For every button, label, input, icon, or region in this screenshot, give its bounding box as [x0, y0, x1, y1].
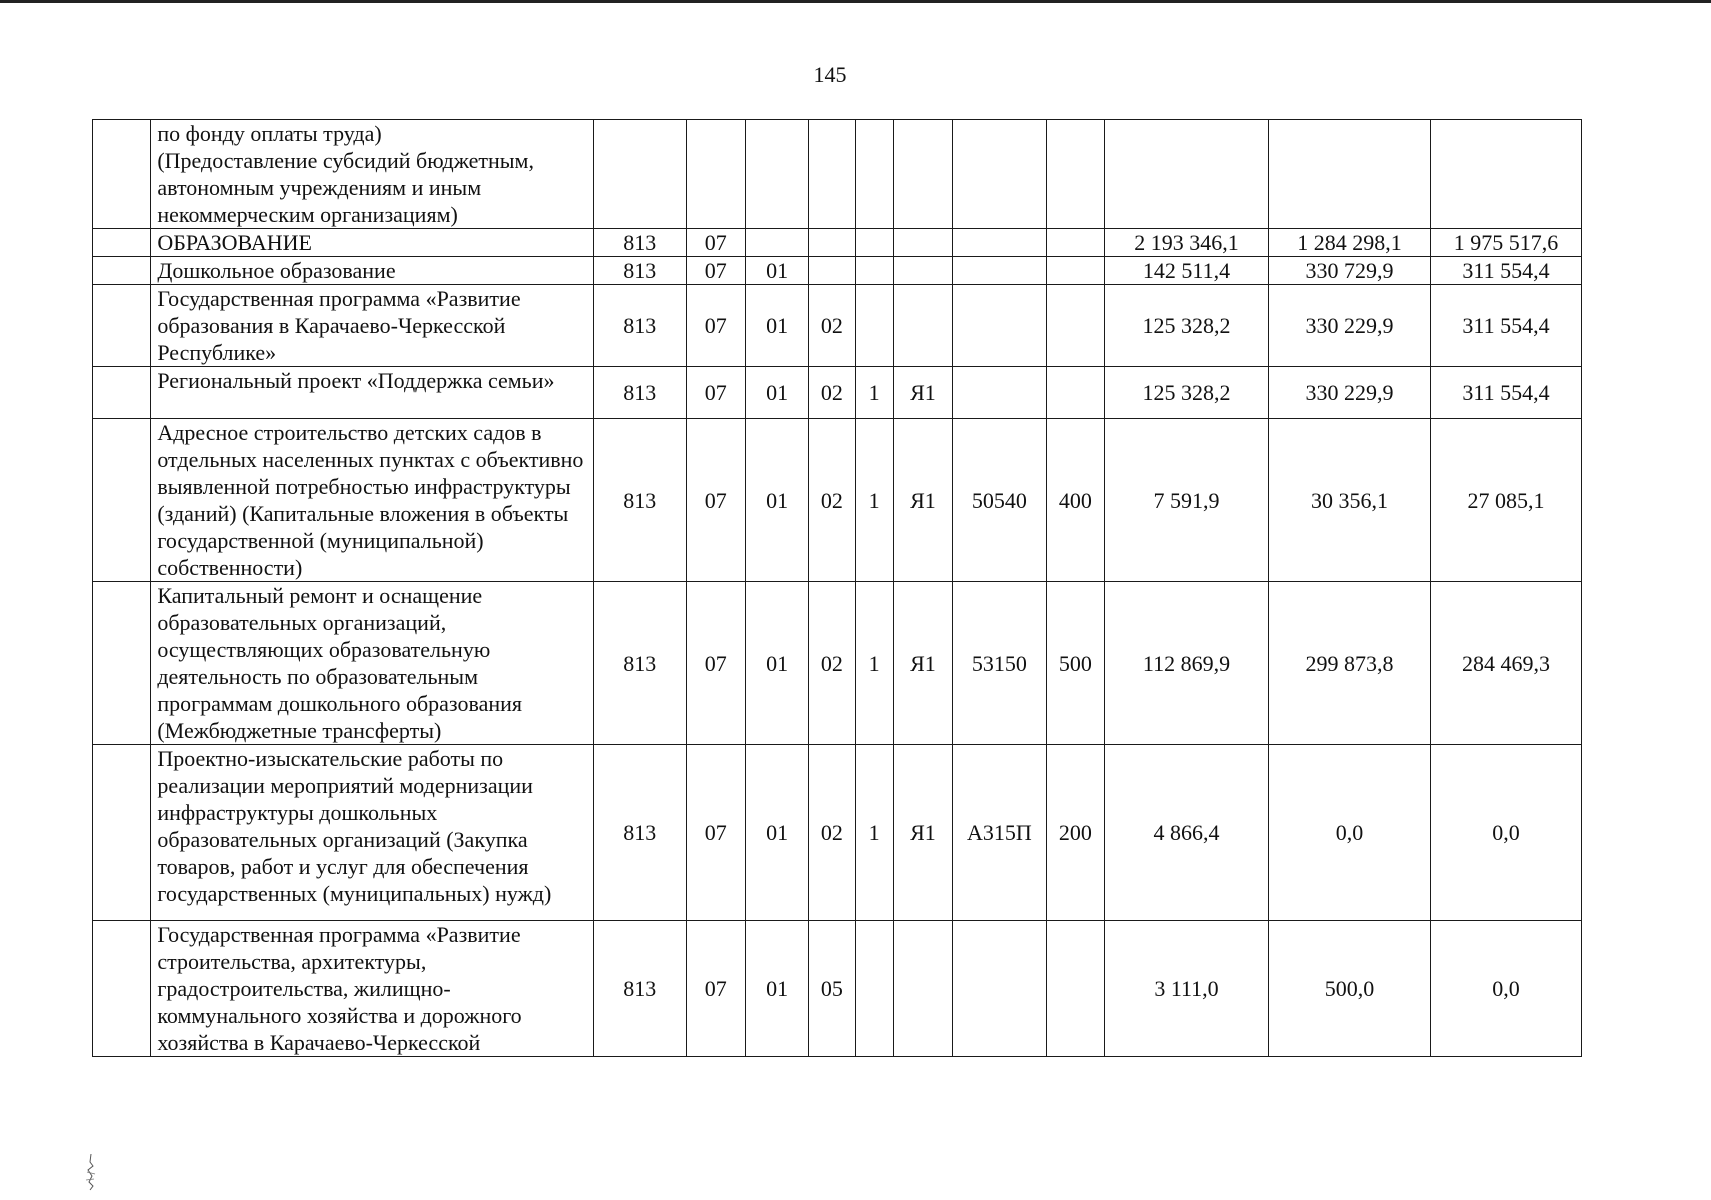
row-index-cell	[93, 120, 151, 229]
code-subsection-cell: 01	[745, 257, 808, 285]
code-program-cell: 05	[809, 921, 855, 1057]
page-top-edge	[0, 0, 1711, 3]
code-section-cell: 07	[686, 745, 745, 921]
row-name-cell: Государственная программа «Развитие строительства, архитектуры, градостроительства, жилищно-коммунального хозяйства и дорожного хозяйства в Карачаево-Черкесской	[151, 921, 594, 1057]
code-expense-type-cell: 500	[1046, 582, 1104, 745]
code-direction-cell	[953, 229, 1047, 257]
table-row	[93, 921, 1582, 1057]
code-subprogram-cell: 1	[855, 367, 893, 419]
code-direction-cell	[953, 367, 1047, 419]
value-year-1-cell: 125 328,2	[1105, 367, 1269, 419]
code-subprogram-cell: 1	[855, 745, 893, 921]
code-subsection-cell	[745, 120, 808, 229]
code-subprogram-cell	[855, 921, 893, 1057]
code-program-cell: 02	[809, 419, 855, 582]
table-row	[93, 745, 1582, 921]
row-index-cell	[93, 257, 151, 285]
table-row	[93, 120, 1582, 229]
code-project-cell: Я1	[893, 419, 952, 582]
row-index-cell	[93, 921, 151, 1057]
value-year-1-cell: 142 511,4	[1105, 257, 1269, 285]
code-subsection-cell: 01	[745, 367, 808, 419]
code-section-cell: 07	[686, 582, 745, 745]
row-index-cell	[93, 745, 151, 921]
row-index-cell	[93, 419, 151, 582]
code-direction-cell: 53150	[953, 582, 1047, 745]
value-year-2-cell: 299 873,8	[1269, 582, 1431, 745]
code-program-cell: 02	[809, 285, 855, 367]
code-program-cell	[809, 229, 855, 257]
code-program-cell: 02	[809, 745, 855, 921]
code-expense-type-cell	[1046, 257, 1104, 285]
code-ministry-cell: 813	[594, 419, 687, 582]
row-name-cell: Региональный проект «Поддержка семьи»	[151, 367, 594, 419]
budget-table	[92, 119, 1582, 1057]
code-subprogram-cell	[855, 257, 893, 285]
code-ministry-cell: 813	[594, 921, 687, 1057]
code-section-cell: 07	[686, 285, 745, 367]
value-year-2-cell	[1269, 120, 1431, 229]
code-ministry-cell: 813	[594, 582, 687, 745]
code-subsection-cell: 01	[745, 582, 808, 745]
row-name-cell: Государственная программа «Развитие образования в Карачаево-Черкесской Республике»	[151, 285, 594, 367]
value-year-2-cell: 30 356,1	[1269, 419, 1431, 582]
page-number: 145	[813, 62, 847, 87]
value-year-2-cell: 0,0	[1269, 745, 1431, 921]
value-year-3-cell: 284 469,3	[1430, 582, 1581, 745]
value-year-1-cell: 3 111,0	[1105, 921, 1269, 1057]
value-year-3-cell: 1 975 517,6	[1430, 229, 1581, 257]
code-project-cell	[893, 921, 952, 1057]
code-subprogram-cell	[855, 229, 893, 257]
row-index-cell	[93, 285, 151, 367]
code-section-cell: 07	[686, 419, 745, 582]
code-section-cell	[686, 120, 745, 229]
value-year-1-cell: 112 869,9	[1105, 582, 1269, 745]
code-expense-type-cell: 200	[1046, 745, 1104, 921]
value-year-3-cell	[1430, 120, 1581, 229]
row-name-cell: Дошкольное образование	[151, 257, 594, 285]
value-year-3-cell: 311 554,4	[1430, 285, 1581, 367]
value-year-2-cell: 1 284 298,1	[1269, 229, 1431, 257]
code-direction-cell	[953, 120, 1047, 229]
table-row	[93, 257, 1582, 285]
table-row	[93, 285, 1582, 367]
code-ministry-cell: 813	[594, 229, 687, 257]
code-subprogram-cell	[855, 120, 893, 229]
code-subprogram-cell	[855, 285, 893, 367]
code-ministry-cell	[594, 120, 687, 229]
code-subsection-cell: 01	[745, 419, 808, 582]
value-year-1-cell	[1105, 120, 1269, 229]
code-direction-cell: А315П	[953, 745, 1047, 921]
row-index-cell	[93, 367, 151, 419]
value-year-1-cell: 4 866,4	[1105, 745, 1269, 921]
value-year-2-cell: 330 229,9	[1269, 367, 1431, 419]
row-name-cell: по фонду оплаты труда) (Предоставление субсидий бюджетным, автономным учреждениям и иным некоммерческим организациям)	[151, 120, 594, 229]
code-ministry-cell: 813	[594, 257, 687, 285]
code-subsection-cell: 01	[745, 285, 808, 367]
value-year-2-cell: 330 229,9	[1269, 285, 1431, 367]
code-expense-type-cell	[1046, 120, 1104, 229]
code-program-cell	[809, 257, 855, 285]
value-year-3-cell: 0,0	[1430, 745, 1581, 921]
code-section-cell: 07	[686, 257, 745, 285]
code-project-cell	[893, 229, 952, 257]
value-year-3-cell: 27 085,1	[1430, 419, 1581, 582]
code-expense-type-cell	[1046, 229, 1104, 257]
code-program-cell: 02	[809, 367, 855, 419]
table-row	[93, 419, 1582, 582]
code-ministry-cell: 813	[594, 367, 687, 419]
table-row	[93, 367, 1582, 419]
value-year-1-cell: 125 328,2	[1105, 285, 1269, 367]
code-subsection-cell: 01	[745, 921, 808, 1057]
row-name-cell: Проектно-изыскательские работы по реализации мероприятий модернизации инфраструктуры дошкольных образовательных организаций (Закупка товаров, работ и услуг для обеспечения государственных (муниципальных) нужд)	[151, 745, 594, 921]
row-index-cell	[93, 582, 151, 745]
code-direction-cell	[953, 921, 1047, 1057]
code-expense-type-cell	[1046, 367, 1104, 419]
table-row	[93, 582, 1582, 745]
table-row	[93, 229, 1582, 257]
code-ministry-cell: 813	[594, 285, 687, 367]
row-index-cell	[93, 229, 151, 257]
code-section-cell: 07	[686, 921, 745, 1057]
row-name-cell: ОБРАЗОВАНИЕ	[151, 229, 594, 257]
code-program-cell	[809, 120, 855, 229]
code-project-cell	[893, 257, 952, 285]
value-year-1-cell: 7 591,9	[1105, 419, 1269, 582]
row-name-cell: Адресное строительство детских садов в отдельных населенных пунктах с объективно выявленной потребностью инфраструктуры (зданий) (Капитальные вложения в объекты государственной (муниципальной) собственности)	[151, 419, 594, 582]
code-subsection-cell	[745, 229, 808, 257]
value-year-3-cell: 0,0	[1430, 921, 1581, 1057]
code-direction-cell	[953, 285, 1047, 367]
value-year-3-cell: 311 554,4	[1430, 367, 1581, 419]
code-expense-type-cell: 400	[1046, 419, 1104, 582]
code-section-cell: 07	[686, 367, 745, 419]
code-project-cell: Я1	[893, 745, 952, 921]
code-project-cell: Я1	[893, 367, 952, 419]
value-year-2-cell: 330 729,9	[1269, 257, 1431, 285]
code-project-cell	[893, 285, 952, 367]
code-project-cell: Я1	[893, 582, 952, 745]
table-body	[93, 120, 1582, 1057]
code-direction-cell	[953, 257, 1047, 285]
value-year-2-cell: 500,0	[1269, 921, 1431, 1057]
code-expense-type-cell	[1046, 285, 1104, 367]
code-subprogram-cell: 1	[855, 419, 893, 582]
code-expense-type-cell	[1046, 921, 1104, 1057]
value-year-3-cell: 311 554,4	[1430, 257, 1581, 285]
code-direction-cell: 50540	[953, 419, 1047, 582]
code-project-cell	[893, 120, 952, 229]
code-section-cell: 07	[686, 229, 745, 257]
code-program-cell: 02	[809, 582, 855, 745]
code-subsection-cell: 01	[745, 745, 808, 921]
code-ministry-cell: 813	[594, 745, 687, 921]
row-name-cell: Капитальный ремонт и оснащение образовательных организаций, осуществляющих образовательную деятельность по образовательным программам дошкольного образования (Межбюджетные трансферты)	[151, 582, 594, 745]
code-subprogram-cell: 1	[855, 582, 893, 745]
scan-artifact-icon	[84, 1152, 98, 1192]
value-year-1-cell: 2 193 346,1	[1105, 229, 1269, 257]
